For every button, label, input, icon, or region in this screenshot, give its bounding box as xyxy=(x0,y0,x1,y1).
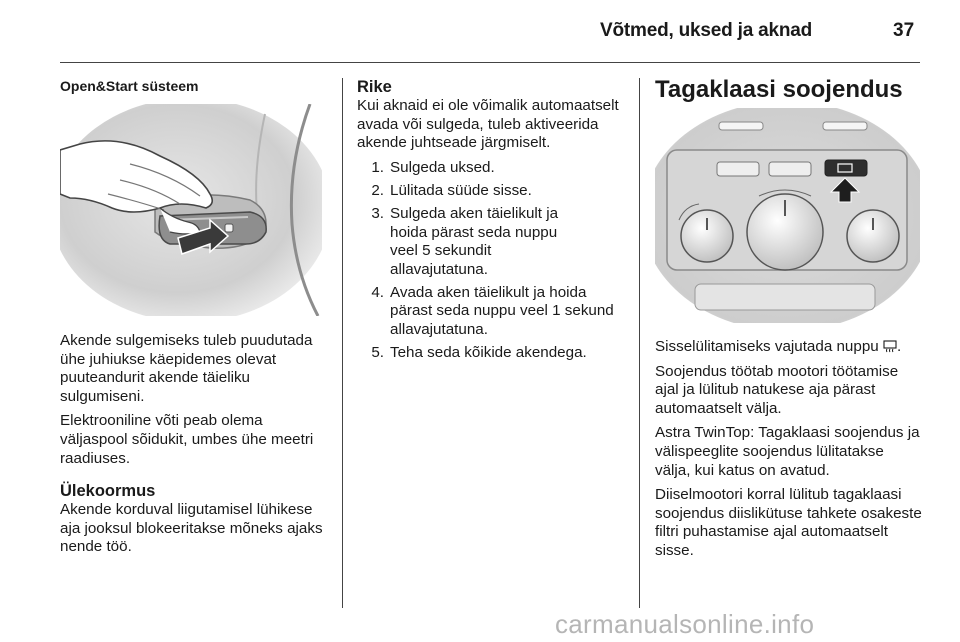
step-item: 4. Avada aken täielikult ja hoida pärast seda nuppu veel 1 sekund allavajutatuna. xyxy=(371,283,614,339)
step-item: 1. Sulgeda uksed. xyxy=(371,158,495,176)
door-handle-illustration xyxy=(60,104,322,316)
steps-list xyxy=(357,159,629,363)
switch-on-period: . xyxy=(896,338,902,355)
climate-panel-illustration xyxy=(655,108,920,323)
step-item: 2. Lülitada süüde sisse. xyxy=(371,181,532,199)
page-number: 37 xyxy=(893,20,915,41)
door-handle-touch-illustration-icon xyxy=(60,104,322,316)
paragraph-twintop: Astra TwinTop: Tagaklaasi soojendus ja välispeeglite soojendus lülitatakse välja, kui katus on avatud. xyxy=(655,424,920,479)
paragraph-switch-on xyxy=(655,338,923,357)
rear-window-heater-icon xyxy=(883,340,897,353)
page-header-title: Võtmed, uksed ja aknad xyxy=(600,20,813,41)
watermark-text: carmanualsonline.info xyxy=(555,609,815,639)
paragraph-overload: Akende korduval liigutamisel lühikese aja jooksul blokeeritakse mõneks ajaks nende töö. xyxy=(60,501,323,556)
paragraph-diesel: Diiselmootori korral lülitub tagaklaasi soojendus diislikütuse tahkete osakeste filtri puhastamise ajal automaatselt sisse. xyxy=(655,486,922,559)
heading-fault: Rike xyxy=(357,78,392,96)
switch-on-text: Sisselülitamiseks vajutada nuppu xyxy=(655,338,879,355)
heading-rear-window-heating: Tagaklaasi soojendus xyxy=(655,76,903,103)
paragraph-fault-intro: Kui aknaid ei ole võimalik automaatselt avada või sulgeda, tuleb aktiveerida akende juhtseade järgmiselt. xyxy=(357,97,619,152)
column-divider-1 xyxy=(342,78,343,608)
heading-overload: Ülekoormus xyxy=(60,482,156,501)
paragraph-electronic-key: Elektrooniline võti peab olema väljaspool sõidukit, umbes ühe meetri raadiuses. xyxy=(60,412,314,467)
step-item: 3. Sulgeda aken täielikult ja hoida pärast seda nuppu veel 5 sekundit allavajutatuna. xyxy=(371,204,559,278)
header-divider xyxy=(60,62,920,63)
column-divider-2 xyxy=(639,78,640,608)
step-item: 5. Teha seda kõikide akendega. xyxy=(371,344,587,362)
paragraph-heater-operation: Soojendus töötab mootori töötamise ajal ja lülitub natukese aja pärast automaatselt välja. xyxy=(655,362,899,417)
climate-control-panel-illustration-icon xyxy=(655,108,920,323)
paragraph-close-windows: Akende sulgemiseks tuleb puudutada ühe juhiukse käepidemes olevat puuteandurit akende täieliku sulgumiseni. xyxy=(60,332,313,405)
section-title-open-start: Open&Start süsteem xyxy=(60,78,199,94)
